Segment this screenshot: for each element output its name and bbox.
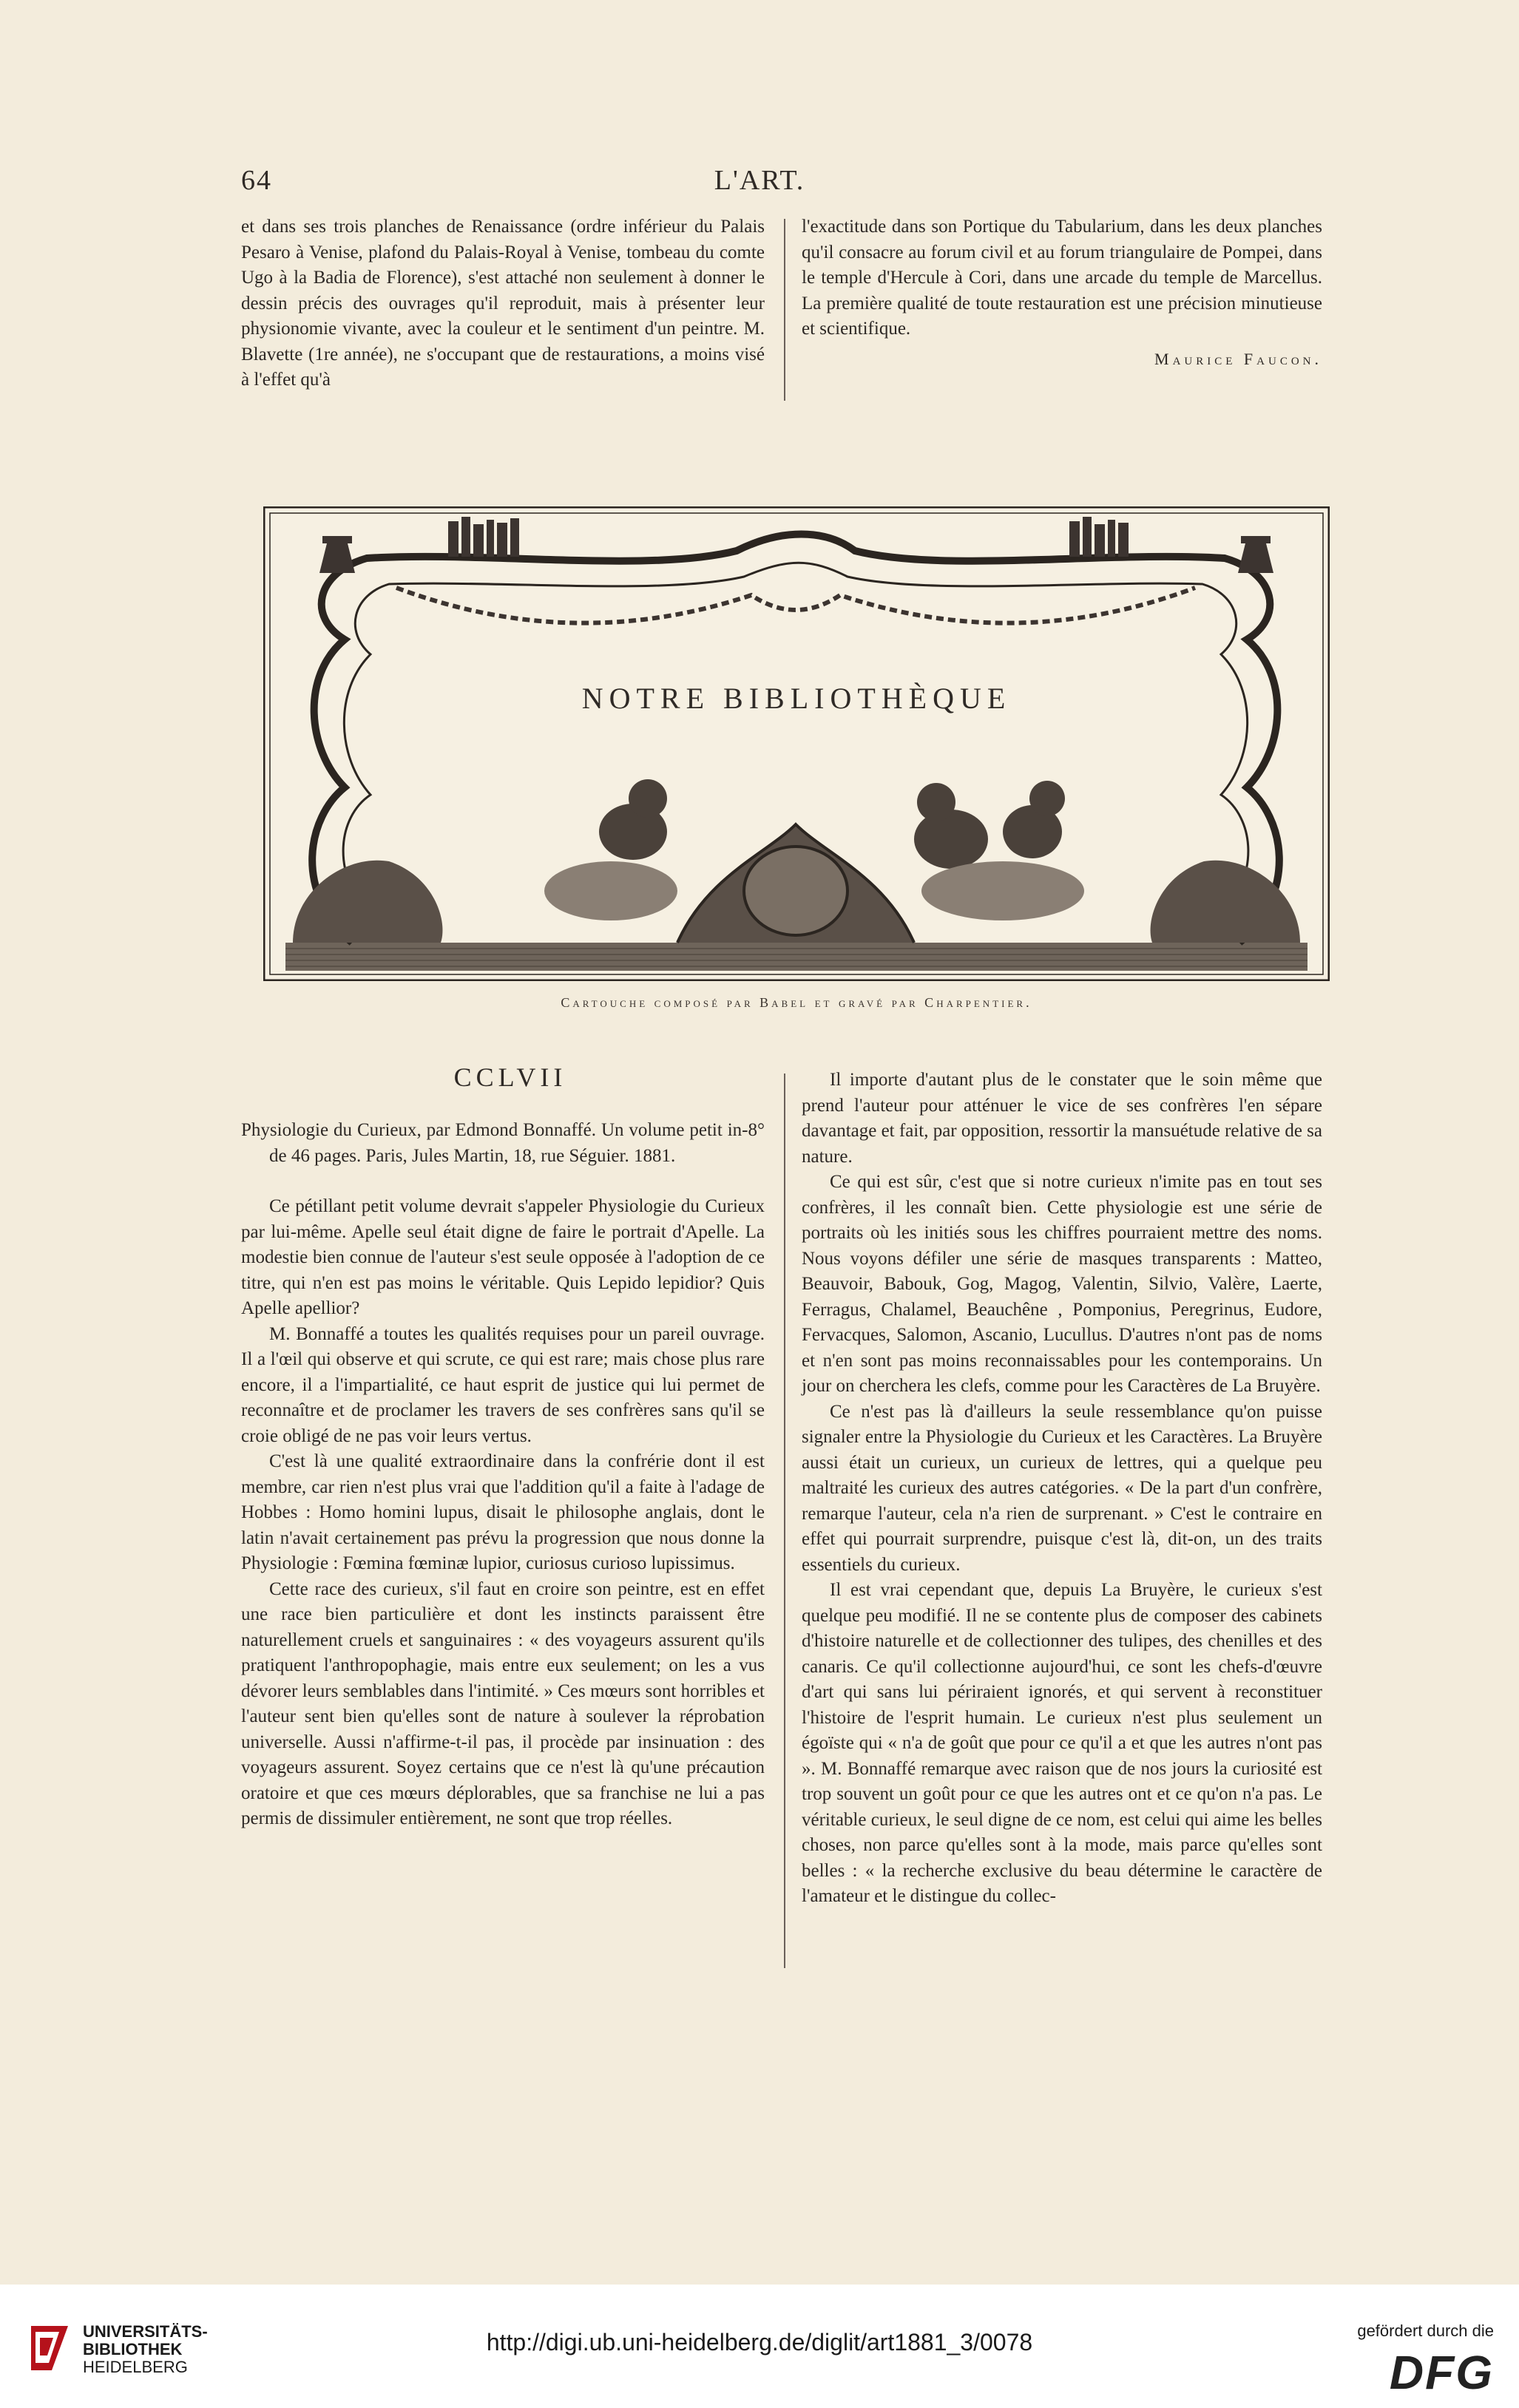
cartouche-caption: Cartouche composé par Babel et gravé par Charpentier. xyxy=(561,995,1032,1010)
paragraph: M. Bonnaffé a toutes les qualités requises pour un pareil ouvrage. Il a l'œil qui observe et qui scrute, ce qui est rare; mais chose plus rare encore, il a l'impartialité, ce haut esprit de justice qui lui permet de reconnaître et de proclamer les travers de ses confrères sans qu'il se croie obligé de ne pas voir leurs vertus. xyxy=(241,1323,765,1446)
column-rule xyxy=(784,1074,785,1968)
library-name-line: UNIVERSITÄTS- xyxy=(83,2322,208,2341)
cartouche-title: NOTRE BIBLIOTHÈQUE xyxy=(581,682,1012,715)
paragraph: et dans ses trois planches de Renaissance (ordre inférieur du Palais Pesaro à Venise, plafond du Palais-Royal à Venise, tombeau du comte Ugo à la Badia de Florence), s'est attaché non seulement à donner le dessin précis des ouvrages qu'il reproduit, mais à présenter leur physionomie vivante, avec la couleur et le sentiment d'un peintre. M. Blavette (1re année), ne s'occupant que de restaurations, a moins visé à l'effet qu'à xyxy=(241,217,765,390)
paragraph: Ce qui est sûr, c'est que si notre curieux n'imite pas en tout ses confrères, il les connaît bien. Cette physiologie est une série de portraits où les initiés sous les chiffres pourraient mettre des noms. Nous voyons défiler une série de masques transparents : Matteo, Beauvoir, Babouk, Gog, Magog, Valentin, Silvio, Valère, Laerte, Ferragus, Chalamel, Beauchêne , Pomponius, Peregrinus, Eudore, Fervacques, Salomon, Ascanio, Lucullus. D'autres n'ont pas de noms et n'en sont pas moins reconnaissables pour les contemporains. Un jour on cherchera les clefs, comme pour les Caractères de La Bruyère. xyxy=(802,1172,1322,1396)
cartouche-illustration xyxy=(263,506,1330,981)
paragraph: Il est vrai cependant que, depuis La Bruyère, le curieux s'est quelque peu modifié. Il ne se contente plus de composer des cabinets d'histoire naturelle et de collectionner des tulipes, des chenilles et des canaris. Ce qu'il collectionne aujourd'hui, ce sont les chefs-d'œuvre d'art qui sans lui périraient ignorés, et qui servent à reconstituer l'histoire de l'esprit humain. Le curieux n'est plus seulement un égoïste qui « n'a de goût que pour ce qu'il a et que les autres n'ont pas ». M. Bonnaffé remarque avec raison que de nos jours la curiosité est trop souvent un goût pour ce que les autres ont et ce qu'on n'a pas. Le véritable curieux, le seul digne de ce nom, est celui qui aime les belles choses, non parce qu'elles sont à la mode, mais parce qu'elles sont belles : « la recherche exclusive du beau détermine le caractère de l'amateur et le distingue du collec- xyxy=(802,1580,1322,1906)
lower-left-column xyxy=(241,1118,765,1832)
permalink-url[interactable]: http://digi.ub.uni-heidelberg.de/diglit/art1881_3/0078 xyxy=(486,2329,1033,2356)
paragraph: Ce n'est pas là d'ailleurs la seule ressemblance qu'on puisse signaler entre la Physiologie du Curieux et les Caractères. La Bruyère aussi était un curieux, un curieux de lettres, qui a quelque peu maltraité les curieux des autres catégories. « De la part d'un confrère, remarque l'auteur, cela n'a rien de surprenant. » C'est le contraire en effet qui pourrait surprendre, puisque c'est là, dit-on, un des traits essentiels du curieux. xyxy=(802,1401,1322,1575)
section-number: CCLVII xyxy=(453,1062,567,1092)
paragraph: Cette race des curieux, s'il faut en croire son peintre, est en effet une race bien particulière et dont les instincts paraissent être naturellement cruels et sanguinaires : « des voyageurs assurent qu'ils pratiquent l'anthropophagie, mais entre eux seulement; on les a vus dévorer leurs semblables dans l'intimité. » Ces mœurs sont horribles et l'auteur sent bien qu'elles sont de nature à soulever la réprobation universelle. Aussi n'affirme-t-il pas, il procède par insinuation : des voyageurs assurent. Soyez certains que ce n'est là qu'une précaution oratoire et que ces mœurs déplorables, que sa franchise ne lui a pas permis de dissimuler entièrement, ne sont que trop réelles. xyxy=(241,1578,765,1828)
funding-label: gefördert durch die xyxy=(1357,2321,1494,2340)
running-title: L'ART. xyxy=(714,165,805,196)
dfg-logo: DFG xyxy=(1389,2346,1494,2399)
paragraph: Il importe d'autant plus de le constater que le soin même que prend l'auteur pour atténuer le vice de ses confrères l'en sépare davantage et fait, par opposition, ressortir la mansuétude relative de sa nature. xyxy=(802,1070,1322,1167)
column-rule xyxy=(784,219,785,401)
page-number: 64 xyxy=(241,165,272,196)
paragraph: C'est là une qualité extraordinaire dans la confrérie dont il est membre, car rien n'est plus vrai que l'addition qu'il a faite à l'adage de Hobbes : Homo homini lupus, disait le philosophe anglais, dont le latin n'avait certainement pas prévu la progression que nous donne la Physiologie : Fœmina fœminæ lupior, curiosus curioso lupissimus. xyxy=(241,1451,765,1573)
library-city: HEIDELBERG xyxy=(83,2358,188,2376)
lower-right-column xyxy=(802,1068,1322,1910)
paragraph: l'exactitude dans son Portique du Tabularium, dans les deux planches qu'il consacre au forum civil et au forum triangulaire de Pompei, dans le temple d'Hercule à Cori, dans une arcade du temple de Marcellus. La première qualité de toute restauration est une précision minutieuse et scientifique. xyxy=(802,217,1322,339)
library-name-line: BIBLIOTHEK xyxy=(83,2340,183,2358)
paragraph: Ce pétillant petit volume devrait s'appeler Physiologie du Curieux par lui-même. Apelle seul était digne de faire le portrait d'Apelle. La modestie bien connue de l'auteur s'est seule opposée à l'adoption de ce titre, qui n'en est pas moins le véritable. Quis Lepido lepidior? Quis Apelle apellior? xyxy=(241,1196,765,1318)
author-signature: Maurice Faucon. xyxy=(1154,349,1322,368)
book-entry: Physiologie du Curieux, par Edmond Bonnaffé. Un volume petit in-8° de 46 pages. Paris, Jules Martin, 18, rue Séguier. 1881. xyxy=(241,1120,765,1166)
top-right-column xyxy=(802,214,1322,372)
top-left-column xyxy=(241,214,765,393)
